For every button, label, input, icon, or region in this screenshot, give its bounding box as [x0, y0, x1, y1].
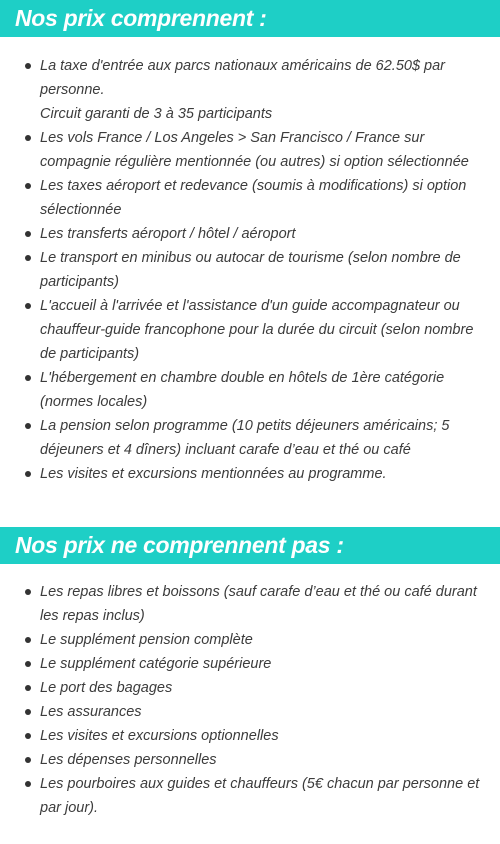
included-section-title: Nos prix comprennent : [15, 5, 267, 31]
list-item [0, 628, 500, 652]
list-item-text: Le supplément catégorie supérieure [40, 656, 272, 672]
list-item-text: Les transferts aéroport / hôtel / aéroport [40, 226, 296, 242]
list-item-text: Les pourboires aux guides et chauffeurs (5€ chacun par personne et par jour). [40, 776, 480, 816]
included-list [0, 54, 500, 486]
list-item-text: L'hébergement en chambre double en hôtels de 1ère catégorie (normes locales) [40, 370, 445, 410]
list-item [0, 174, 500, 222]
bullet-icon [25, 781, 31, 787]
list-item-text: Les dépenses personnelles [40, 752, 217, 768]
list-item [0, 54, 500, 126]
bullet-icon [25, 709, 31, 715]
list-item-text: Le supplément pension complète [40, 632, 253, 648]
bullet-icon [25, 303, 31, 309]
bullet-icon [25, 733, 31, 739]
bullet-icon [25, 423, 31, 429]
bullet-icon [25, 63, 31, 69]
excluded-section-header [0, 527, 500, 564]
list-item [0, 724, 500, 748]
bullet-icon [25, 637, 31, 643]
list-item [0, 246, 500, 294]
list-item-text: L'accueil à l'arrivée et l'assistance d'un guide accompagnateur ou chauffeur-guide francophone pour la durée du circuit (selon nombre de participants) [40, 298, 474, 362]
list-item-text: Les assurances [40, 704, 142, 720]
bullet-icon [25, 589, 31, 595]
bullet-icon [25, 685, 31, 691]
bullet-icon [25, 231, 31, 237]
list-item-text: Les taxes aéroport et redevance (soumis à modifications) si option sélectionnée [40, 178, 467, 218]
list-item [0, 772, 500, 820]
list-item [0, 462, 500, 486]
list-item [0, 676, 500, 700]
list-item-text: Les visites et excursions mentionnées au programme. [40, 466, 387, 482]
included-section-header [0, 0, 500, 37]
list-item-text: Le port des bagages [40, 680, 173, 696]
bullet-icon [25, 661, 31, 667]
list-item [0, 294, 500, 366]
list-item [0, 222, 500, 246]
list-item-text: Les repas libres et boissons (sauf carafe d’eau et thé ou café durant les repas inclus) [40, 584, 477, 624]
list-item-text: La taxe d'entrée aux parcs nationaux américains de 62.50$ par personne. [40, 58, 446, 98]
bullet-icon [25, 471, 31, 477]
bullet-icon [25, 375, 31, 381]
list-item [0, 366, 500, 414]
list-item-text: La pension selon programme (10 petits déjeuners américains; 5 déjeuners et 4 dîners) incluant carafe d’eau et thé ou café [40, 418, 450, 458]
list-item [0, 414, 500, 462]
bullet-icon [25, 183, 31, 189]
list-item-text: Les vols France / Los Angeles > San Francisco / France sur compagnie régulière mentionnée (ou autres) si option sélectionnée [40, 130, 469, 170]
list-item [0, 700, 500, 724]
list-item [0, 748, 500, 772]
bullet-icon [25, 757, 31, 763]
excluded-section-title: Nos prix ne comprennent pas : [15, 532, 344, 558]
list-item-text: Le transport en minibus ou autocar de tourisme (selon nombre de participants) [40, 250, 461, 290]
excluded-list [0, 580, 500, 820]
list-item-text: Les visites et excursions optionnelles [40, 728, 279, 744]
bullet-icon [25, 135, 31, 141]
list-item [0, 126, 500, 174]
list-item-note: Circuit garanti de 3 à 35 participants [40, 106, 273, 122]
bullet-icon [25, 255, 31, 261]
list-item [0, 580, 500, 628]
list-item [0, 652, 500, 676]
